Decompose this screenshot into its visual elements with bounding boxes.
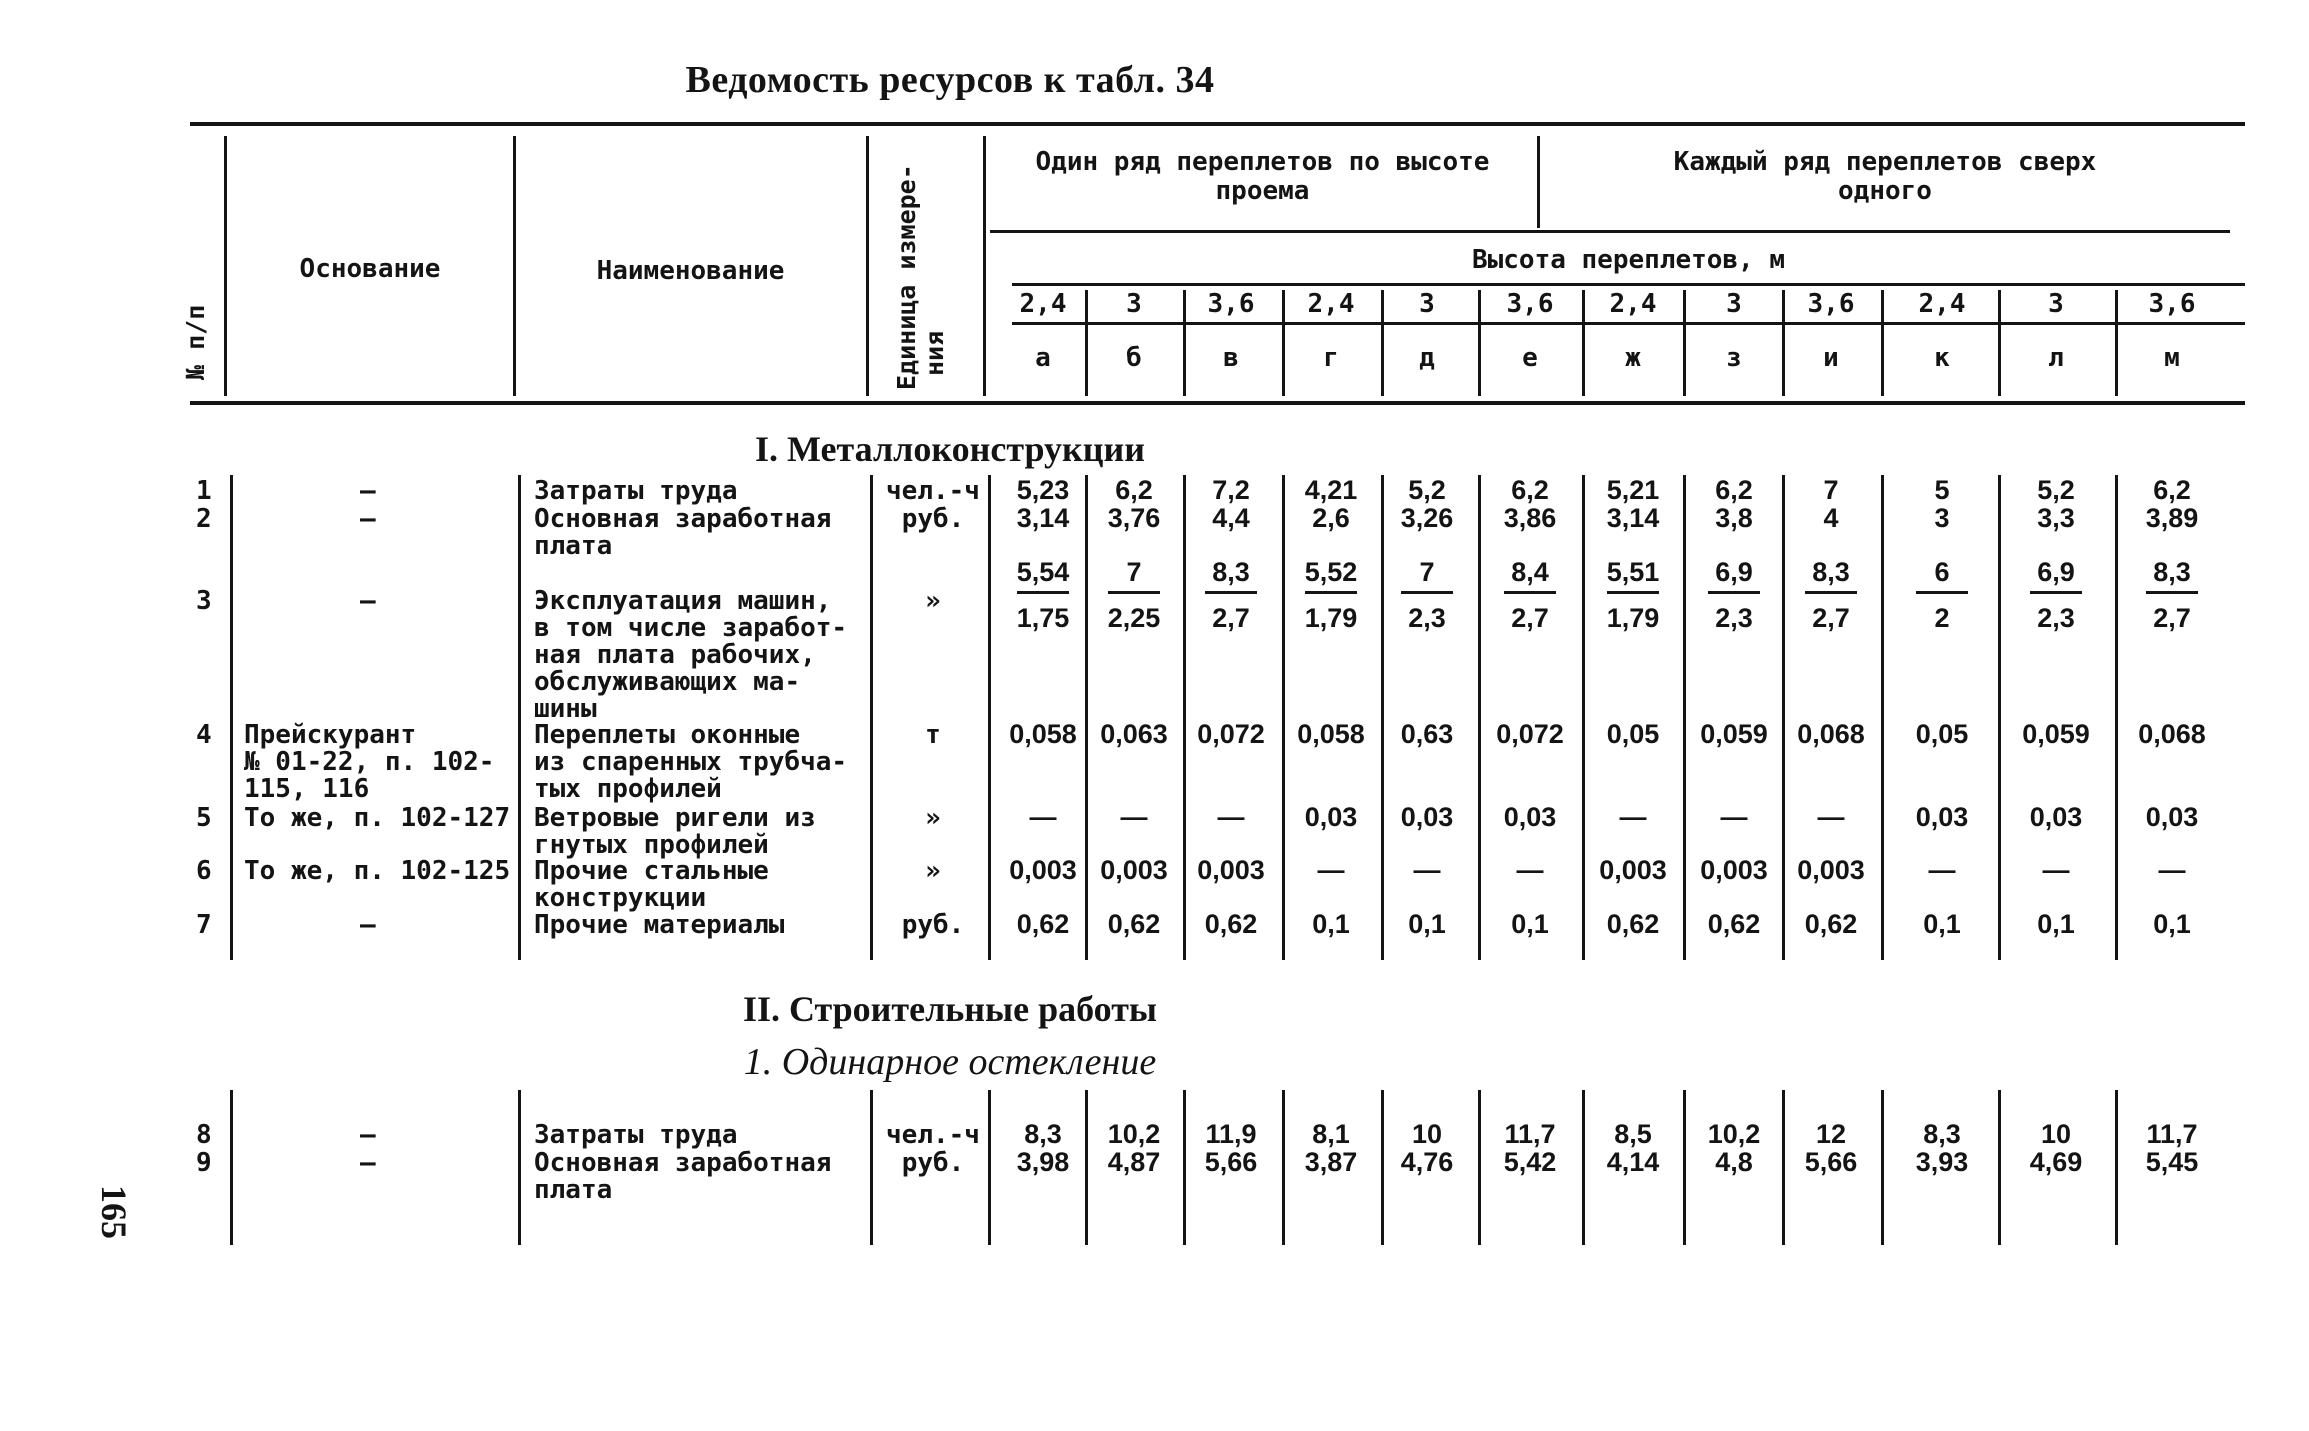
- row-value: 3,87: [1304, 1147, 1358, 1177]
- row-value: 0,003: [1599, 855, 1667, 885]
- header-height-cell: 2,4: [1609, 289, 1657, 319]
- row-value: —: [1029, 802, 1057, 832]
- row-value: 5,2: [2037, 475, 2075, 505]
- row-value: 5,45: [2145, 1147, 2199, 1177]
- row-value: 0,63: [1400, 719, 1454, 749]
- row-value: 4,76: [1400, 1147, 1454, 1177]
- header-basis: Основание: [299, 254, 441, 284]
- row-value: 0,62: [1016, 909, 1070, 939]
- row-value: 3: [1934, 503, 1950, 533]
- fraction-numerator: 7: [1419, 557, 1435, 587]
- row-name: Эксплуатация машин,: [534, 586, 832, 616]
- fraction-denominator: 1,79: [1606, 603, 1660, 633]
- row-value: 3,3: [2037, 503, 2075, 533]
- header-height-cell: 3: [1126, 289, 1142, 319]
- header-height-cell: 3: [1419, 289, 1435, 319]
- row-number: 3: [196, 586, 212, 616]
- fraction-numerator: 5,52: [1304, 557, 1358, 587]
- row-basis: 115, 116: [244, 774, 370, 804]
- row-name: плата: [534, 1175, 613, 1205]
- row-value: 4: [1823, 503, 1839, 533]
- group2-title-line2: одного: [1838, 176, 1932, 206]
- fraction-denominator: 1,75: [1016, 603, 1070, 633]
- header-bottom-rule: [190, 401, 2245, 405]
- row-value: 0,62: [1707, 909, 1761, 939]
- header-vline: [224, 136, 227, 396]
- row-value: 6,2: [2153, 475, 2191, 505]
- fraction-bar: [2030, 591, 2082, 594]
- body-vline: [1998, 1090, 2001, 1245]
- row-value: 0,03: [1304, 802, 1358, 832]
- header-height-cell: 3,6: [1506, 289, 1554, 319]
- row-value: 0,1: [1511, 909, 1549, 939]
- body-vline: [1782, 475, 1785, 960]
- fraction-bar: [1401, 591, 1453, 594]
- row-basis: —: [360, 910, 376, 940]
- row-value: 3,14: [1606, 503, 1660, 533]
- fraction-bar: [1305, 591, 1357, 594]
- row-value: 7,2: [1212, 475, 1250, 505]
- body-vline: [1683, 475, 1686, 960]
- row-name: из спаренных трубча-: [534, 747, 848, 777]
- row-value: 0,068: [2138, 719, 2206, 749]
- row-value: 0,62: [1204, 909, 1258, 939]
- row-value: 0,05: [1915, 719, 1969, 749]
- row-value: 5,42: [1503, 1147, 1557, 1177]
- row-value: 0,03: [2029, 802, 2083, 832]
- body-vline: [1582, 475, 1585, 960]
- row-basis: Прейскурант: [244, 720, 417, 750]
- row-name: шины: [534, 694, 597, 724]
- header-letter-cell: а: [1035, 343, 1051, 373]
- row-value: 0,1: [2037, 909, 2075, 939]
- row-name: обслуживающих ма-: [534, 667, 801, 697]
- row-value: 11,7: [2146, 1119, 2198, 1149]
- fraction-bar: [1805, 591, 1857, 594]
- row-number: 6: [196, 856, 212, 886]
- body-vline: [1183, 475, 1186, 960]
- fraction-denominator: 2: [1934, 603, 1950, 633]
- fraction-denominator: 2,7: [1511, 603, 1549, 633]
- row-value: 8,1: [1312, 1119, 1350, 1149]
- row-name: Основная заработная: [534, 504, 832, 534]
- row-number: 7: [196, 910, 212, 940]
- row-value: 4,14: [1606, 1147, 1660, 1177]
- row-value: 6,2: [1715, 475, 1753, 505]
- row-value: 5,21: [1606, 475, 1660, 505]
- body-vline: [1881, 1090, 1884, 1245]
- fraction-bar: [1504, 591, 1556, 594]
- body-vline: [870, 475, 873, 960]
- row-name: гнутых профилей: [534, 830, 769, 860]
- row-name: Основная заработная: [534, 1148, 832, 1178]
- row-value: —: [2042, 855, 2070, 885]
- row-value: 3,89: [2145, 503, 2199, 533]
- row-unit: чел.-ч: [886, 476, 980, 506]
- row-value: 0,62: [1804, 909, 1858, 939]
- row-value: 3,86: [1503, 503, 1557, 533]
- body-vline: [1478, 475, 1481, 960]
- body-vline: [988, 475, 991, 960]
- row-value: 3,76: [1107, 503, 1161, 533]
- row-value: 6,2: [1511, 475, 1549, 505]
- row-value: 0,058: [1297, 719, 1365, 749]
- row-name: в том числе заработ-: [534, 613, 848, 643]
- row-value: 3,14: [1016, 503, 1070, 533]
- fraction-numerator: 8,3: [1212, 557, 1250, 587]
- row-value: 0,003: [1100, 855, 1168, 885]
- header-letter-cell: з: [1726, 343, 1742, 373]
- row-value: 3,8: [1715, 503, 1753, 533]
- fraction-numerator: 5,51: [1606, 557, 1660, 587]
- row-name: Затраты труда: [534, 1120, 738, 1150]
- section-2-subtitle: 1. Одинарное остекление: [743, 1041, 1157, 1083]
- row-value: 7: [1823, 475, 1839, 505]
- fraction-bar: [1205, 591, 1257, 594]
- header-height-cell: 2,4: [1918, 289, 1966, 319]
- fraction-bar: [1017, 591, 1069, 594]
- row-name: тых профилей: [534, 774, 722, 804]
- header-height-cell: 3,6: [2148, 289, 2196, 319]
- row-value: 0,058: [1009, 719, 1077, 749]
- body-vline: [1478, 1090, 1481, 1245]
- row-value: 0,03: [1915, 802, 1969, 832]
- row-unit: »: [925, 803, 941, 833]
- fraction-denominator: 2,25: [1107, 603, 1161, 633]
- header-vline: [513, 136, 516, 396]
- row-value: —: [2158, 855, 2186, 885]
- row-value: 3,93: [1915, 1147, 1969, 1177]
- row-name: ная плата рабочих,: [534, 640, 816, 670]
- row-number: 8: [196, 1120, 212, 1150]
- row-name: конструкции: [534, 883, 707, 913]
- row-value: 12: [1815, 1119, 1847, 1149]
- header-subcol-vline: [2115, 290, 2118, 396]
- row-value: 5: [1934, 475, 1950, 505]
- header-name: Наименование: [596, 256, 785, 286]
- fraction-bar: [1708, 591, 1760, 594]
- row-unit: руб.: [901, 910, 965, 940]
- row-value: —: [1217, 802, 1245, 832]
- body-vline: [1085, 475, 1088, 960]
- row-unit: »: [925, 856, 941, 886]
- header-unit-line1: Единица измере-: [892, 164, 921, 390]
- header-letter-cell: г: [1323, 343, 1339, 373]
- row-value: 5,66: [1804, 1147, 1858, 1177]
- header-letter-cell: б: [1126, 343, 1142, 373]
- body-vline: [1998, 475, 2001, 960]
- row-value: 0,072: [1197, 719, 1265, 749]
- fraction-numerator: 8,4: [1511, 557, 1549, 587]
- body-vline: [988, 1090, 991, 1245]
- row-unit: руб.: [901, 1148, 965, 1178]
- row-number: 1: [196, 476, 212, 506]
- row-value: 0,003: [1009, 855, 1077, 885]
- row-value: 0,62: [1107, 909, 1161, 939]
- header-num: № п/п: [181, 304, 210, 380]
- row-value: —: [1619, 802, 1647, 832]
- row-value: 6,2: [1115, 475, 1153, 505]
- row-value: 0,068: [1797, 719, 1865, 749]
- header-letter-cell: л: [2048, 343, 2064, 373]
- row-name: Затраты труда: [534, 476, 738, 506]
- page-title: Ведомость ресурсов к табл. 34: [685, 59, 1215, 101]
- row-basis: № 01-22, п. 102-: [244, 747, 495, 777]
- header-vline: [983, 136, 986, 396]
- row-value: —: [1120, 802, 1148, 832]
- header-letter-cell: д: [1419, 343, 1435, 373]
- fraction-numerator: 8,3: [2153, 557, 2191, 587]
- header-letter-cell: м: [2164, 343, 2180, 373]
- row-value: 0,03: [1400, 802, 1454, 832]
- row-value: —: [1516, 855, 1544, 885]
- fraction-denominator: 2,7: [2153, 603, 2191, 633]
- table-top-rule: [190, 122, 2245, 126]
- row-value: 11,9: [1205, 1119, 1257, 1149]
- row-value: 0,063: [1100, 719, 1168, 749]
- row-basis: То же, п. 102-125: [244, 856, 511, 886]
- row-value: 0,059: [2022, 719, 2090, 749]
- row-value: 4,69: [2029, 1147, 2083, 1177]
- fraction-numerator: 8,3: [1812, 557, 1850, 587]
- group2-title-line1: Каждый ряд переплетов сверх: [1673, 147, 2097, 177]
- fraction-bar: [1916, 591, 1968, 594]
- page-number: 165: [94, 1185, 134, 1239]
- row-value: 8,3: [1923, 1119, 1961, 1149]
- row-unit: чел.-ч: [886, 1120, 980, 1150]
- fraction-bar: [1108, 591, 1160, 594]
- row-value: 0,1: [2153, 909, 2191, 939]
- group1-title-line2: проема: [1215, 176, 1310, 206]
- row-name: плата: [534, 531, 613, 561]
- fraction-numerator: 7: [1126, 557, 1142, 587]
- row-value: 10: [2040, 1119, 2072, 1149]
- row-value: 0,1: [1408, 909, 1446, 939]
- header-letter-cell: к: [1934, 343, 1950, 373]
- row-value: 0,003: [1700, 855, 1768, 885]
- height-label: Высота переплетов, м: [1471, 245, 1786, 275]
- row-value: 8,3: [1024, 1119, 1062, 1149]
- fraction-denominator: 2,3: [1408, 603, 1446, 633]
- header-height-cell: 3: [2048, 289, 2064, 319]
- fraction-denominator: 2,3: [1715, 603, 1753, 633]
- header-subcol-vline: [1998, 290, 2001, 396]
- row-unit: »: [925, 586, 941, 616]
- row-value: 4,4: [1212, 503, 1250, 533]
- row-value: 0,03: [1503, 802, 1557, 832]
- row-value: —: [1928, 855, 1956, 885]
- row-unit: руб.: [901, 504, 965, 534]
- header-height-cell: 3,6: [1807, 289, 1855, 319]
- row-value: 0,05: [1606, 719, 1660, 749]
- row-value: 0,072: [1496, 719, 1564, 749]
- body-vline: [518, 1090, 521, 1245]
- row-value: —: [1413, 855, 1441, 885]
- header-vline: [866, 136, 869, 396]
- body-vline: [1282, 475, 1285, 960]
- row-value: 0,1: [1923, 909, 1961, 939]
- header-subcol-vline: [1881, 290, 1884, 396]
- fraction-numerator: 6,9: [1715, 557, 1753, 587]
- row-name: Прочие материалы: [534, 910, 785, 940]
- section-2-title: II. Строительные работы: [742, 989, 1158, 1029]
- fraction-numerator: 6,9: [2037, 557, 2075, 587]
- header-letter-cell: в: [1223, 343, 1239, 373]
- row-unit: т: [925, 720, 941, 750]
- row-number: 9: [196, 1148, 212, 1178]
- row-number: 5: [196, 803, 212, 833]
- row-value: —: [1317, 855, 1345, 885]
- row-value: 5,2: [1408, 475, 1446, 505]
- body-vline: [2115, 475, 2118, 960]
- group1-title-line1: Один ряд переплетов по высоте: [1035, 147, 1490, 177]
- height-label-rule: [1012, 283, 2245, 286]
- row-value: —: [1817, 802, 1845, 832]
- row-value: 5,23: [1016, 475, 1070, 505]
- header-letter-cell: е: [1522, 343, 1538, 373]
- row-basis: —: [360, 1120, 376, 1150]
- row-value: 4,87: [1107, 1147, 1161, 1177]
- row-value: 2,6: [1312, 503, 1350, 533]
- row-basis: —: [360, 586, 376, 616]
- header-height-cell: 2,4: [1307, 289, 1355, 319]
- body-vline: [1381, 475, 1384, 960]
- header-letter-cell: и: [1823, 343, 1839, 373]
- row-value: 0,059: [1700, 719, 1768, 749]
- header-letter-cell: ж: [1625, 343, 1641, 373]
- row-value: —: [1720, 802, 1748, 832]
- row-name: Прочие стальные: [534, 856, 769, 886]
- section-1-title: I. Металлоконструкции: [755, 429, 1145, 469]
- body-vline: [1881, 475, 1884, 960]
- fraction-bar: [1607, 591, 1659, 594]
- row-value: 0,003: [1797, 855, 1865, 885]
- row-value: 0,62: [1606, 909, 1660, 939]
- header-unit-line2: ния: [920, 330, 949, 376]
- fraction-numerator: 5,54: [1016, 557, 1070, 587]
- row-value: 0,003: [1197, 855, 1265, 885]
- row-basis: —: [360, 1148, 376, 1178]
- fraction-denominator: 1,79: [1304, 603, 1358, 633]
- row-number: 2: [196, 504, 212, 534]
- row-value: 10,2: [1107, 1119, 1161, 1149]
- row-value: 8,5: [1614, 1119, 1652, 1149]
- fraction-denominator: 2,7: [1812, 603, 1850, 633]
- row-basis: —: [360, 476, 376, 506]
- row-name: Переплеты оконные: [534, 720, 801, 750]
- row-value: 0,1: [1312, 909, 1350, 939]
- body-vline: [230, 475, 233, 960]
- group-rule: [990, 230, 2230, 233]
- body-vline: [2115, 1090, 2118, 1245]
- row-basis: То же, п. 102-127: [244, 803, 511, 833]
- fraction-numerator: 6: [1934, 557, 1950, 587]
- row-value: 3,98: [1016, 1147, 1070, 1177]
- fraction-denominator: 2,3: [2037, 603, 2075, 633]
- row-value: 10: [1411, 1119, 1443, 1149]
- row-value: 3,26: [1400, 503, 1454, 533]
- heights-rule: [1012, 322, 2245, 325]
- row-value: 11,7: [1504, 1119, 1556, 1149]
- header-height-cell: 2,4: [1019, 289, 1067, 319]
- row-value: 10,2: [1707, 1119, 1761, 1149]
- body-vline: [870, 1090, 873, 1245]
- header-subcol-vline: [1478, 290, 1481, 396]
- row-value: 0,03: [2145, 802, 2199, 832]
- row-value: 5,66: [1204, 1147, 1258, 1177]
- header-height-cell: 3: [1726, 289, 1742, 319]
- fraction-bar: [2146, 591, 2198, 594]
- body-vline: [230, 1090, 233, 1245]
- row-name: Ветровые ригели из: [534, 803, 816, 833]
- row-basis: —: [360, 504, 376, 534]
- body-vline: [518, 475, 521, 960]
- header-height-cell: 3,6: [1207, 289, 1255, 319]
- row-value: 4,8: [1715, 1147, 1753, 1177]
- fraction-denominator: 2,7: [1212, 603, 1250, 633]
- row-number: 4: [196, 720, 212, 750]
- row-value: 4,21: [1304, 475, 1358, 505]
